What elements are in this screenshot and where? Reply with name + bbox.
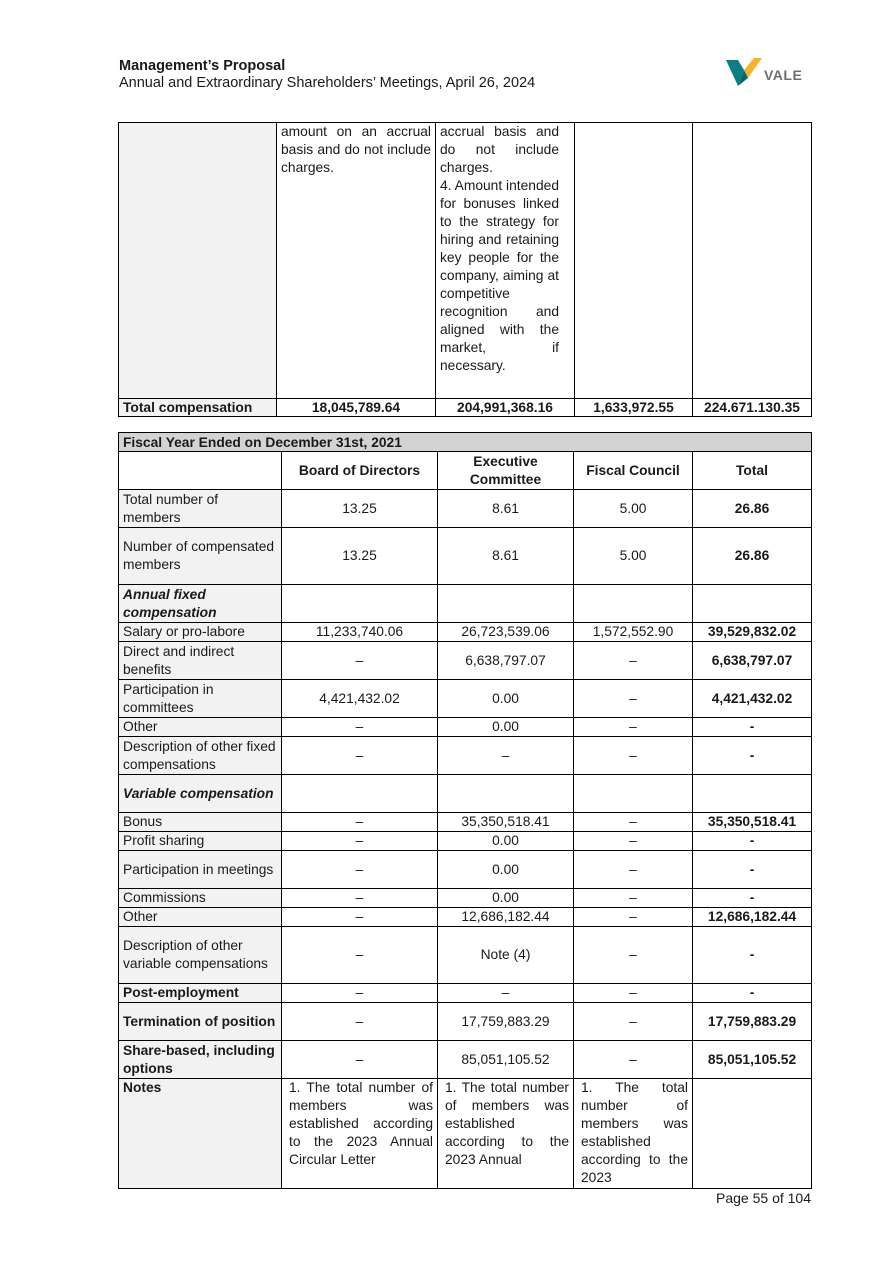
executive-total: 204,991,368.16 — [436, 399, 575, 417]
fiscal-value: 5.00 — [574, 490, 693, 528]
fiscal-value: – — [574, 1041, 693, 1079]
row-label: Description of other variable compensations — [119, 927, 282, 984]
total-value: 39,529,832.02 — [693, 623, 812, 642]
row-label: Total number of members — [119, 490, 282, 528]
row-label: Share-based, including options — [119, 1041, 282, 1079]
row-label: Notes — [119, 1079, 282, 1189]
table-row — [119, 718, 812, 737]
row-label: Other — [119, 908, 282, 927]
vale-logo — [724, 56, 808, 90]
executive-value: – — [438, 737, 574, 775]
board-value: – — [282, 813, 438, 832]
table-row — [119, 984, 812, 1003]
board-value: 4,421,432.02 — [282, 680, 438, 718]
note-text: accrual basis and do not include charges. — [440, 124, 559, 175]
total-value: - — [693, 984, 812, 1003]
table-row — [119, 908, 812, 927]
row-label: Salary or pro-labore — [119, 623, 282, 642]
table-row — [119, 813, 812, 832]
executive-value: 0.00 — [438, 718, 574, 737]
total-value — [693, 585, 812, 623]
total-note — [693, 1079, 812, 1189]
board-value: – — [282, 927, 438, 984]
table-caption-row — [119, 433, 812, 452]
table-row — [119, 623, 812, 642]
total-value: 17,759,883.29 — [693, 1003, 812, 1041]
fiscal-value: – — [574, 680, 693, 718]
row-label: Other — [119, 718, 282, 737]
fiscal-value: – — [574, 832, 693, 851]
page-header — [119, 58, 535, 92]
fiscal-value: – — [574, 984, 693, 1003]
board-value: – — [282, 737, 438, 775]
board-value: 13.25 — [282, 490, 438, 528]
fiscal-value: – — [574, 927, 693, 984]
board-value: – — [282, 984, 438, 1003]
table-cell — [575, 123, 693, 399]
total-compensation-row — [119, 399, 812, 417]
board-value: – — [282, 642, 438, 680]
executive-value: 0.00 — [438, 832, 574, 851]
fiscal-value: – — [574, 908, 693, 927]
executive-note: 1. The total number of members was established according to the 2023 Annual — [438, 1079, 574, 1189]
fiscal-value: – — [574, 851, 693, 889]
total-value: 12,686,182.44 — [693, 908, 812, 927]
grand-total: 224.671.130.35 — [693, 399, 812, 417]
table-row — [119, 528, 812, 585]
row-label: Description of other fixed compensations — [119, 737, 282, 775]
row-label: Commissions — [119, 889, 282, 908]
board-value: – — [282, 718, 438, 737]
fiscal-total: 1,633,972.55 — [575, 399, 693, 417]
header-cell: Fiscal Council — [574, 452, 693, 490]
executive-value: 12,686,182.44 — [438, 908, 574, 927]
total-value: 6,638,797.07 — [693, 642, 812, 680]
fiscal-value — [574, 585, 693, 623]
board-value: 11,233,740.06 — [282, 623, 438, 642]
table-row — [119, 775, 812, 813]
fiscal-note: 1. The total number of members was established according to the 2023 — [574, 1079, 693, 1189]
total-value: - — [693, 737, 812, 775]
row-label: Total compensation — [119, 399, 277, 417]
fiscal-value: – — [574, 718, 693, 737]
total-value: - — [693, 851, 812, 889]
table-row — [119, 490, 812, 528]
row-label: Participation in committees — [119, 680, 282, 718]
header-cell: Board of Directors — [282, 452, 438, 490]
board-note: 1. The total number of members was established according to the 2023 Annual Circular Letter — [282, 1079, 438, 1189]
executive-value: 8.61 — [438, 490, 574, 528]
fiscal-value: 5.00 — [574, 528, 693, 585]
row-label: Bonus — [119, 813, 282, 832]
document-title: Management’s Proposal — [119, 58, 286, 74]
board-value: 13.25 — [282, 528, 438, 585]
table-row — [119, 585, 812, 623]
fiscal-value: – — [574, 889, 693, 908]
table-row — [119, 123, 812, 399]
table-row — [119, 832, 812, 851]
row-label: Participation in meetings — [119, 851, 282, 889]
total-value: 26.86 — [693, 490, 812, 528]
fiscal-value: – — [574, 1003, 693, 1041]
executive-value: – — [438, 984, 574, 1003]
header-cell: Total — [693, 452, 812, 490]
compensation-table-2021 — [118, 432, 812, 1189]
row-label: Termination of position — [119, 1003, 282, 1041]
total-value — [693, 775, 812, 813]
row-label: Profit sharing — [119, 832, 282, 851]
table-row — [119, 851, 812, 889]
table-row — [119, 1003, 812, 1041]
executive-value: 0.00 — [438, 680, 574, 718]
total-value: - — [693, 832, 812, 851]
fiscal-value: 1,572,552.90 — [574, 623, 693, 642]
logo-text: VALE — [764, 67, 803, 83]
board-value: – — [282, 889, 438, 908]
table-row — [119, 737, 812, 775]
total-value: - — [693, 718, 812, 737]
fiscal-value: – — [574, 642, 693, 680]
table-caption: Fiscal Year Ended on December 31st, 2021 — [119, 433, 812, 452]
header-cell: Executive Committee — [438, 452, 574, 490]
document-subtitle: Annual and Extraordinary Shareholders’ Meetings, April 26, 2024 — [119, 75, 536, 91]
executive-note-cell — [436, 123, 575, 399]
table-row — [119, 889, 812, 908]
row-label: Variable compensation — [119, 775, 282, 813]
total-value: 26.86 — [693, 528, 812, 585]
notes-row — [119, 1079, 812, 1189]
executive-value: 35,350,518.41 — [438, 813, 574, 832]
table-row — [119, 927, 812, 984]
executive-value — [438, 775, 574, 813]
board-value: – — [282, 908, 438, 927]
total-value: - — [693, 889, 812, 908]
board-value — [282, 585, 438, 623]
table-row — [119, 680, 812, 718]
row-label: Annual fixed compensation — [119, 585, 282, 623]
note-text: 4. Amount intended for bonuses linked to the strategy for hiring and retaining key people for the company, aiming at competitive recognition and aligned with the market, if necessary. — [440, 178, 559, 373]
board-value: – — [282, 1041, 438, 1079]
executive-value: 0.00 — [438, 851, 574, 889]
executive-value: 17,759,883.29 — [438, 1003, 574, 1041]
page-number: Page 55 of 104 — [716, 1190, 811, 1206]
fiscal-value: – — [574, 813, 693, 832]
table-row — [119, 1041, 812, 1079]
executive-value: 6,638,797.07 — [438, 642, 574, 680]
total-value: 35,350,518.41 — [693, 813, 812, 832]
header-row — [119, 452, 812, 490]
executive-value — [438, 585, 574, 623]
executive-value: Note (4) — [438, 927, 574, 984]
header-cell — [119, 452, 282, 490]
total-value: 4,421,432.02 — [693, 680, 812, 718]
executive-value: 0.00 — [438, 889, 574, 908]
continued-compensation-table — [118, 122, 812, 417]
vale-logo-icon — [724, 56, 764, 90]
row-label: Number of compensated members — [119, 528, 282, 585]
row-label: Direct and indirect benefits — [119, 642, 282, 680]
table-row — [119, 642, 812, 680]
board-value: – — [282, 1003, 438, 1041]
fiscal-value — [574, 775, 693, 813]
board-note-cell: amount on an accrual basis and do not include charges. — [277, 123, 436, 399]
table-cell — [693, 123, 812, 399]
executive-value: 8.61 — [438, 528, 574, 585]
board-value: – — [282, 851, 438, 889]
total-value: 85,051,105.52 — [693, 1041, 812, 1079]
table-body — [119, 490, 812, 1079]
fiscal-value: – — [574, 737, 693, 775]
table-cell — [119, 123, 277, 399]
board-value: – — [282, 832, 438, 851]
row-label: Post-employment — [119, 984, 282, 1003]
board-total: 18,045,789.64 — [277, 399, 436, 417]
total-value: - — [693, 927, 812, 984]
executive-value: 85,051,105.52 — [438, 1041, 574, 1079]
executive-value: 26,723,539.06 — [438, 623, 574, 642]
board-value — [282, 775, 438, 813]
